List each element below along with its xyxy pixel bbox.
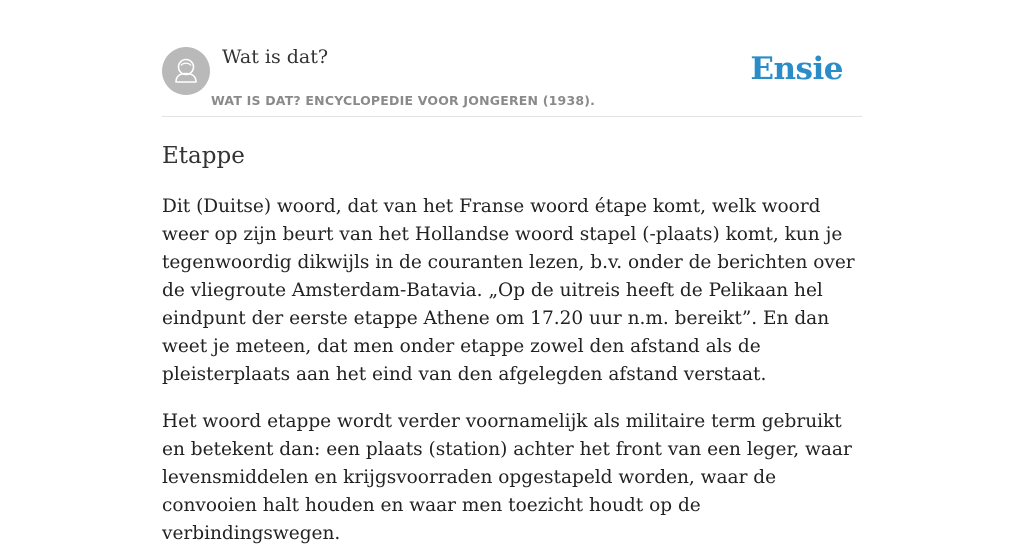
ensie-logo[interactable]: Ensie [750,51,843,87]
user-placeholder-icon-graphic [162,47,210,95]
article-paragraph: Dit (Duitse) woord, dat van het Franse woord étape komt, welk woord weer op zijn beurt van het Hollandse woord stapel (-plaats) komt, kun je tegenwoordig dikwijls in de couranten lezen, b.v. onder de berichten over de vliegroute Amsterdam-Batavia. „Op de uitreis heeft de Pelikaan hel eindpunt der eerste etappe Athene om 17.20 uur n.m. bereikt”. En dan weet je meteen, dat men onder etappe zowel den afstand als de pleisterplaats aan het eind van den afgelegden afstand verstaat. [162,196,855,385]
article-paragraph: Het woord etappe wordt verder voornamelijk als militaire term gebruikt en betekent dan: een plaats (station) achter het front van een leger, waar levensmiddelen en krijgsvoorraden opgestapeld worden, waar de convooien halt houden en waar men toezicht houdt op de verbindingswegen. [162,411,852,544]
page [162,0,862,548]
user-placeholder-icon[interactable] [162,47,210,95]
source-subtitle[interactable]: WAT IS DAT? ENCYCLOPEDIE VOOR JONGEREN (1938). [211,93,596,108]
article-body [162,193,862,548]
article-title: Etappe [162,143,245,169]
source-title[interactable]: Wat is dat? [222,46,329,68]
source-header [162,0,862,117]
